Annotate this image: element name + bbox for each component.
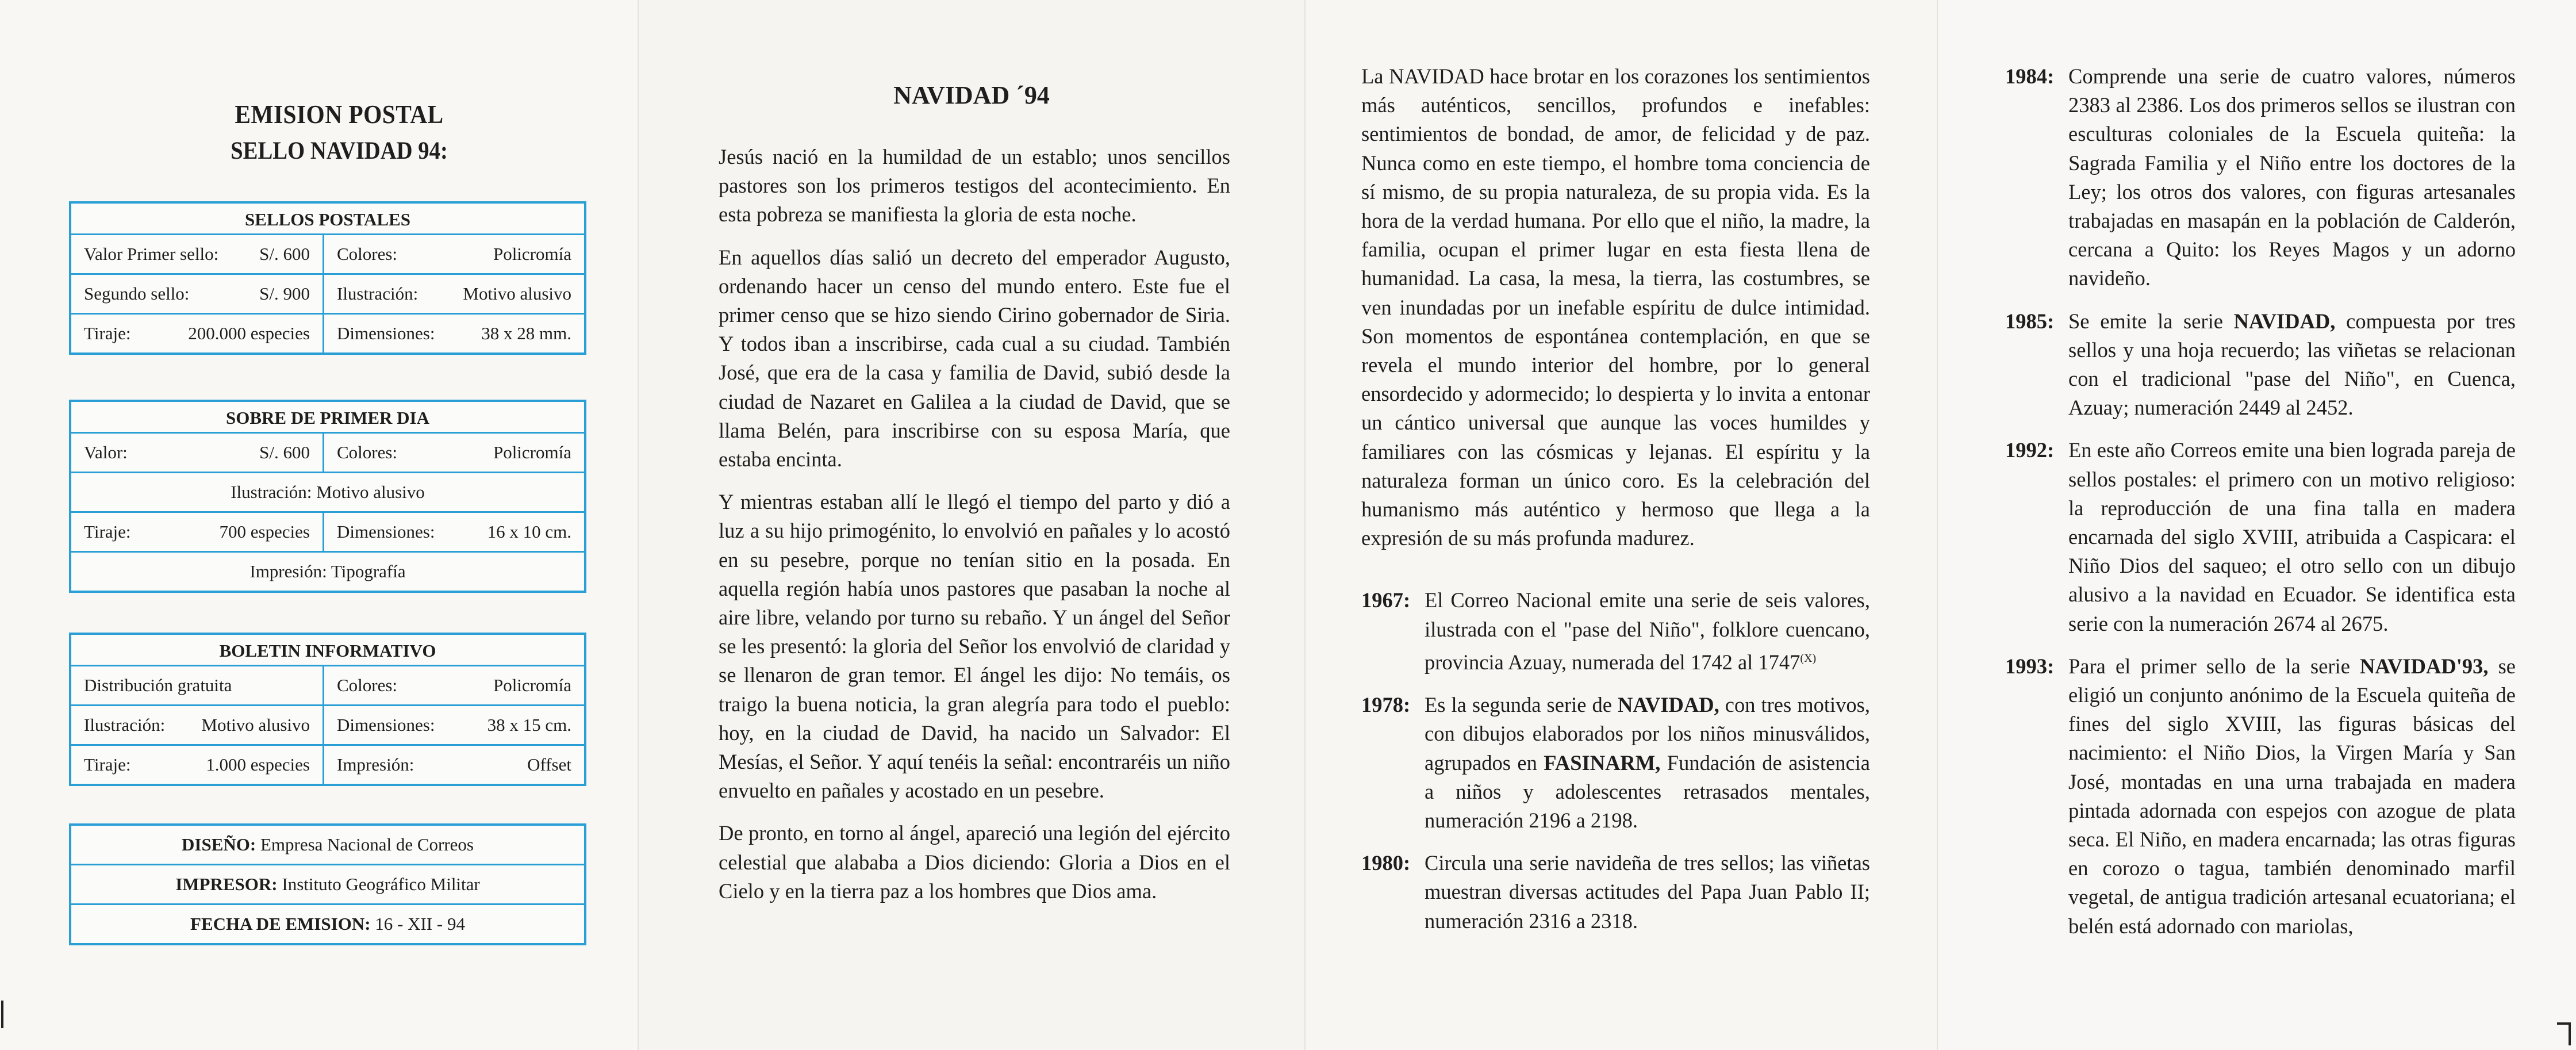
list-item [2005,307,2516,423]
cell-value: Motivo alusivo [463,283,571,304]
historia-text [2005,62,2516,955]
entry-year: 1967: [1361,588,1411,612]
table-row [71,905,584,943]
intro-text [1361,62,1870,949]
entry-text: Se emite la serie [2068,309,2234,333]
cell-value: Motivo alusivo [201,715,310,735]
table-row [71,865,584,905]
paragraph: La NAVIDAD hace brotar en los corazones los sentimientos más auténticos, sencillos, profundos e inefables: sentimientos de bondad, de amor, de felicidad y de paz. Nunca como en este tiempo, el hombre toma conciencia de sí mismo, de su propia naturaleza, de su propia vida. Es la hora de la verdad humana. Por ello que el niño, la madre, la familia, ocupan el primer lugar en esta fiesta llena de humanidad. La casa, la mesa, la tierra, las costumbres, se ven inundadas por un inefable espíritu de dulce intimidad. Son momentos de espontánea contemplación, en que se revela el mundo interior del hombre, por lo general ensordecido y adormecido; lo despierta y lo invita a entonar un cántico universal que aunque las voces humildes y familiares con las cósmicas y lejanas. El espíritu y la naturaleza forman un único coro. Es la celebración del humanismo más auténtico y hermoso que llega a la expresión de su más profunda madurez. [1361,64,1870,550]
footnote-mark: (X) [1800,652,1817,665]
table-row [71,513,584,553]
entry-text: Comprende una serie de cuatro valores, números 2383 al 2386. Los dos primeros sellos se ilustran con esculturas coloniales de la Escuela quiteña: la Sagrada Familia y el Niño entre los doctores de la Ley; los otros dos valores, con figuras artesanales trabajadas en masapán en la población de Calderón, cercana a Quito: los Reyes Magos y un adorno navideño. [2068,64,2516,290]
list-item [1361,586,1870,677]
list-item [2005,62,2516,293]
table-row [71,553,584,591]
paragraph: En aquellos días salió un decreto del emperador Augusto, ordenando hacer un censo del mundo entero. Este fue el primer censo que se hizo siendo Cirino gobernador de Siria. Y todos iban a inscribirse, cada cual a su ciudad. También José, que era de la casa y familia de David, subió desde la ciudad de Nazaret en Galilea a la ciudad de David, que se llama Belén, para inscribirse con su esposa María, que estaba encinta. [719,245,1230,472]
entry-bold: NAVIDAD'93, [2360,654,2489,678]
list-item [2005,436,2516,638]
diseno-label: DISEÑO: [182,834,256,854]
entry-year: 1980: [1361,851,1411,875]
navidad-title: NAVIDAD ´94 [893,81,1050,109]
cell-label: Dimensiones: [337,715,435,735]
entry-text: El Correo Nacional emite una serie de seis valores, ilustrada con el "pase del Niño", folklore cuencano, provincia Azuay, numerada del 1742 al 1747 [1425,588,1870,675]
cell-label: Tiraje: [84,522,131,542]
cell-label: Valor Primer sello: [84,244,219,264]
cell-value: Impresión: Tipografía [249,561,406,581]
cell-value: Ilustración: Motivo alusivo [231,482,425,502]
impresor-label: IMPRESOR: [175,874,278,894]
cell-label: Colores: [337,675,398,695]
cell-label: Ilustración: [337,283,419,304]
boletin-informativo-box [69,633,586,786]
paragraph: De pronto, en torno al ángel, apareció una legión del ejército celestial que alababa a Dios diciendo: Gloria a Dios en el Cielo y en la tierra paz a los hombres que Dios ama. [719,821,1230,903]
cell-value: 200.000 especies [188,323,310,343]
table-row [71,434,584,473]
cell-label: Ilustración: [84,715,166,735]
cell-label: Segundo sello: [84,283,190,304]
entry-year: 1984: [2005,64,2055,88]
emision-subtitle: SELLO NAVIDAD 94: [231,137,448,164]
table-row [71,706,584,746]
crop-mark [2569,1022,2571,1045]
entry-year: 1985: [2005,309,2055,333]
entry-text: Fundación de asistencia a niños y adolescentes retrasados mentales, numeración 2196 a 2198. [1425,750,1870,833]
credits-box [69,823,586,945]
entry-text: En este año Correos emite una bien lograda pareja de sellos postales: el primero con un motivo religioso: la reproducción de una fina talla en madera encarnada del siglo XVIII, atribuida a Caspicara: el Niño Dios del saqueo; el otro sello con un dibujo alusivo a la navidad en Ecuador. Se identifica esta serie con la numeración 2674 al 2675. [2068,438,2516,635]
entry-year: 1992: [2005,438,2055,462]
impresor-value: Instituto Geográfico Militar [282,874,480,894]
cell-value: S/. 600 [259,244,310,264]
entry-bold: NAVIDAD, [2233,309,2336,333]
cell-value: 700 especies [219,522,310,542]
cell-value: 38 x 15 cm. [487,715,571,735]
table-row [71,235,584,275]
fecha-label: FECHA DE EMISION: [190,914,371,934]
entry-year: 1978: [1361,693,1411,717]
table-row [71,746,584,784]
paragraph: Y mientras estaban allí le llegó el tiempo del parto y dió a luz a su hijo primogénito, lo envolvió en pañales y lo acostó en su pesebre, porque no tenían sitio en la posada. En aquella región había unos pastores que pasaban la noche al aire libre, velando por turno su rebaño. Y un ángel del Señor se les presentó: la gloria del Señor los envolvió de claridad y se llenaron de gran temor. El ángel les dijo: No temáis, os traigo la buena noticia, la gran alegría para todo el pueblo: hoy, en la ciudad de David, ha nacido un Salvador: El Mesías, el Señor. Y aquí tenéis la señal: encontraréis un niño envuelto en pañales y acostado en un pesebre. [719,490,1230,803]
entry-bold: FASINARM, [1544,750,1661,775]
emision-title: EMISION POSTAL [235,99,444,129]
navidad-text [719,143,1230,919]
paragraph: Jesús nació en la humildad de un establo; unos sencillos pastores son los primeros testigos del acontecimiento. En esta pobreza se manifiesta la gloria de esta noche. [719,145,1230,227]
cell-value: Policromía [493,675,571,695]
diseno-value: Empresa Nacional de Correos [260,834,474,854]
boletin-header: BOLETIN INFORMATIVO [71,635,584,666]
fold-line [638,0,639,1050]
entry-text: compuesta por tres sellos y una hoja recuerdo; las viñetas se relacionan con el tradicional "pase del Niño", en Cuenca, Azuay; numeración 2449 al 2452. [2068,309,2516,420]
entry-text: Es la segunda serie de [1425,693,1618,717]
sellos-postales-box [69,201,586,355]
cell-label: Dimensiones: [337,522,435,542]
cell-label: Tiraje: [84,323,131,343]
cell-label: Valor: [84,442,128,462]
cell-value: Policromía [493,442,571,462]
cell-label: Tiraje: [84,754,131,775]
sobre-header: SOBRE DE PRIMER DIA [71,402,584,434]
entry-text: Circula una serie navideña de tres sellos; las viñetas muestran diversas actitudes del Papa Juan Pablo II; numeración 2316 a 2318. [1425,851,1870,933]
entry-text: con tres motivos, con dibujos elaborados por los niños minusválidos, agrupados en [1425,693,1870,775]
table-row [71,315,584,352]
cell-label: Impresión: [337,754,414,775]
fecha-value: 16 - XII - 94 [375,914,465,934]
table-row [71,666,584,706]
cell-value: 1.000 especies [206,754,310,775]
table-row [71,473,584,513]
cell-value: Policromía [493,244,571,264]
fold-line [1304,0,1306,1050]
crop-mark [2557,1022,2570,1025]
list-item [2005,652,2516,941]
entry-text: Para el primer sello de la serie [2068,654,2360,678]
cell-value: 38 x 28 mm. [481,323,571,343]
cell-value: Offset [527,754,571,775]
cell-value: 16 x 10 cm. [487,522,571,542]
entry-bold: NAVIDAD, [1617,693,1719,717]
cell-value: S/. 600 [259,442,310,462]
cell-label: Colores: [337,442,398,462]
table-row [71,826,584,865]
table-row [71,275,584,315]
cell-value: S/. 900 [259,283,310,304]
cell-label: Colores: [337,244,398,264]
list-item [1361,691,1870,835]
entry-text: se eligió un conjunto anónimo de la Escuela quiteña de fines del siglo XVIII, las figuras básicas del nacimiento: el Niño Dios, la Virgen María y San José, montadas en una urna trabajada en madera pintada adornada con espejos con azogue de plata seca. El Niño, en madera encarnada; las otras figuras en corozo o tagua, también denominado marfil vegetal, de antigua tradición artesanal ecuatoriana; el belén está adornado con mariolas, [2068,654,2516,938]
sobre-primer-dia-box [69,400,586,593]
entry-year: 1993: [2005,654,2055,678]
sellos-header: SELLOS POSTALES [71,204,584,235]
cell-label: Dimensiones: [337,323,435,343]
cell-value: Distribución gratuita [84,675,232,695]
fold-line [1937,0,1938,1050]
list-item [1361,849,1870,936]
crop-mark [1,1001,3,1028]
